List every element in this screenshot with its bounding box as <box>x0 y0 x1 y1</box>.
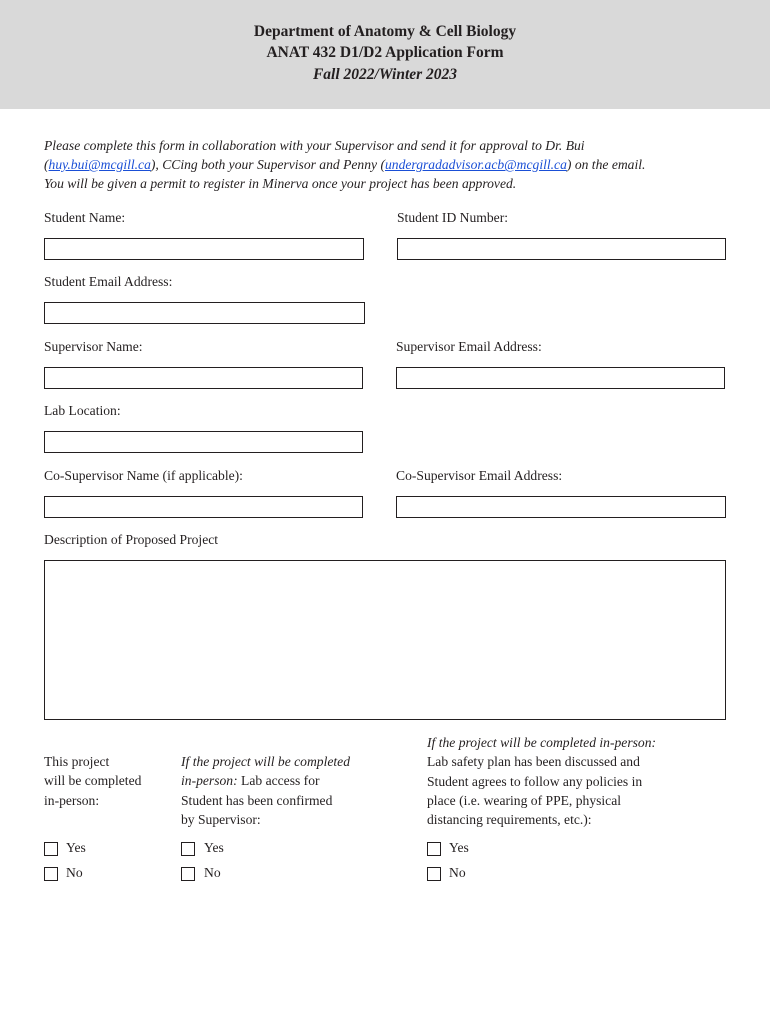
supervisor-name-field[interactable] <box>44 367 363 389</box>
lab-access-yes-label: Yes <box>204 840 224 855</box>
lab-access-no-checkbox[interactable] <box>181 867 195 881</box>
cosupervisor-name-label: Co-Supervisor Name (if applicable): <box>44 468 243 483</box>
student-id-label: Student ID Number: <box>397 210 509 225</box>
in-person-no-label: No <box>66 865 83 880</box>
supervisor-name-label: Supervisor Name: <box>44 339 143 354</box>
safety-plan-yes-label: Yes <box>449 840 469 855</box>
lab-location-field[interactable] <box>44 431 363 453</box>
department-title: Department of Anatomy & Cell Biology <box>253 23 517 40</box>
description-label: Description of Proposed Project <box>44 532 219 547</box>
cosupervisor-email-label: Co-Supervisor Email Address: <box>396 468 563 483</box>
supervisor-email-field[interactable] <box>396 367 725 389</box>
cosupervisor-name-field[interactable] <box>44 496 363 518</box>
safety-plan-question: If the project will be completed in-person: Lab safety plan has been discussed and Student agrees to follow any policies in place (i.e. wearing of PPE, physical distancing requirements, etc.): <box>427 735 657 828</box>
term-title: Fall 2022/Winter 2023 <box>312 66 458 83</box>
in-person-no-checkbox[interactable] <box>44 867 58 881</box>
lab-access-yes-checkbox[interactable] <box>181 842 195 856</box>
lab-access-question: If the project will be completed in-person: Lab access for Student has been confirmed by Supervisor: <box>181 754 350 827</box>
form-title: ANAT 432 D1/D2 Application Form <box>266 44 504 61</box>
form-header <box>0 0 770 109</box>
description-textarea[interactable] <box>44 560 726 720</box>
student-email-field[interactable] <box>44 302 365 324</box>
safety-plan-no-checkbox[interactable] <box>427 867 441 881</box>
student-id-field[interactable] <box>397 238 726 260</box>
student-email-label: Student Email Address: <box>44 274 173 289</box>
intro-line-3: You will be given a permit to register in Minerva once your project has been approved. <box>44 176 517 191</box>
intro-line-1: Please complete this form in collaboration with your Supervisor and send it for approval to Dr. Bui <box>44 138 585 153</box>
in-person-yes-checkbox[interactable] <box>44 842 58 856</box>
advisor-email-link[interactable]: undergradadvisor.acb@mcgill.ca <box>384 157 567 172</box>
safety-plan-no-label: No <box>449 865 466 880</box>
in-person-yes-label: Yes <box>66 840 86 855</box>
cosupervisor-email-field[interactable] <box>396 496 726 518</box>
lab-location-label: Lab Location: <box>44 403 121 418</box>
supervisor-email-label: Supervisor Email Address: <box>396 339 542 354</box>
intro-line-2: (huy.bui@mcgill.ca), CCing both your Supervisor and Penny (undergradadvisor.acb@mcgill.ca) on the email. <box>44 157 646 172</box>
student-name-field[interactable] <box>44 238 364 260</box>
lab-access-no-label: No <box>204 865 221 880</box>
bui-email-link[interactable]: huy.bui@mcgill.ca <box>48 157 151 172</box>
safety-plan-yes-checkbox[interactable] <box>427 842 441 856</box>
in-person-question: This project will be completed in-person: <box>44 754 142 808</box>
student-name-label: Student Name: <box>44 210 126 225</box>
